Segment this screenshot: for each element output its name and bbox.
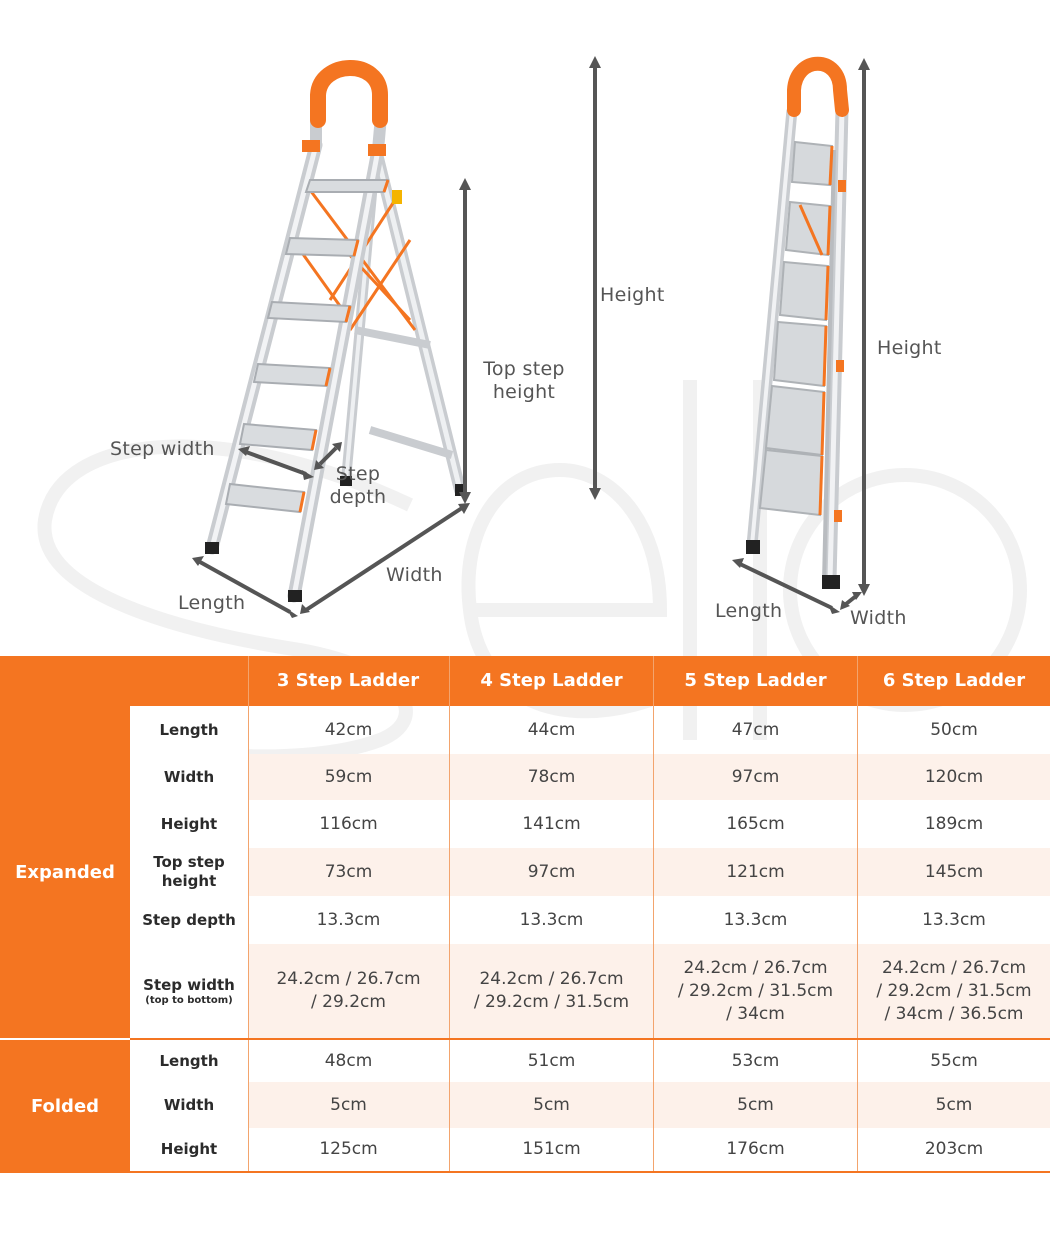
group-expanded-label: Expanded	[15, 861, 115, 883]
table-cell: 189cm	[924, 813, 984, 834]
table-cell: 5cm	[330, 1094, 367, 1115]
table-cell: 13.3cm	[316, 909, 381, 930]
table-cell: 203cm	[924, 1139, 984, 1159]
column-divider	[653, 656, 654, 1173]
column-header: 6 Step Ladder	[882, 670, 1026, 691]
row-sublabel: (top to bottom)	[145, 994, 233, 1006]
column-divider	[248, 656, 249, 1173]
table-cell: 5cm	[935, 1094, 973, 1115]
group-folded-label: Folded	[30, 1096, 100, 1117]
label-folded-length: Length	[715, 600, 783, 622]
table-bottom-border	[0, 1171, 1050, 1173]
label-folded-width: Width	[850, 607, 907, 629]
table-cell: 13.3cm	[922, 909, 986, 930]
row-label-length: Length	[130, 706, 248, 754]
table-cell: 5cm	[533, 1094, 570, 1115]
table-cell: 59cm	[324, 766, 373, 787]
table-cell: 24.2cm / 26.7cm / 29.2cm / 31.5cm / 34cm / 36.5cm	[876, 957, 1032, 1024]
table-cell: 42cm	[324, 719, 373, 740]
table-cell: 53cm	[731, 1050, 780, 1071]
column-divider	[449, 656, 450, 1173]
table-cell: 116cm	[319, 813, 378, 834]
table-cell: 13.3cm	[723, 909, 788, 930]
column-header: 4 Step Ladder	[480, 670, 623, 691]
row-label-folded-height: Height	[130, 1128, 248, 1171]
table-cell: 24.2cm / 26.7cm / 29.2cm / 31.5cm	[473, 969, 630, 1012]
table-cell: 176cm	[726, 1139, 785, 1159]
column-header: 5 Step Ladder	[684, 670, 827, 691]
label-open-width: Width	[386, 564, 443, 586]
spec-table	[0, 656, 1050, 1173]
row-label-width: Width	[130, 754, 248, 800]
table-cell: 145cm	[924, 861, 984, 882]
table-cell: 97cm	[731, 766, 780, 787]
table-cell: 24.2cm / 26.7cm / 29.2cm	[276, 969, 421, 1012]
row-label-step-depth: Step depth	[130, 896, 248, 944]
table-cell: 165cm	[726, 813, 785, 834]
table-cell: 44cm	[527, 719, 576, 740]
table-cell: 55cm	[930, 1050, 978, 1071]
label-top-step-height: Top step height	[483, 358, 565, 403]
row-label-height: Height	[130, 800, 248, 848]
table-cell: 50cm	[930, 719, 978, 740]
table-cell: 120cm	[924, 766, 984, 787]
label-folded-height: Height	[877, 337, 942, 359]
group-expanded	[0, 706, 130, 1038]
row-label-top-step-height: Top step height	[130, 848, 248, 896]
table-cell: 121cm	[726, 861, 785, 882]
group-divider	[0, 1038, 130, 1040]
row-label-step-width: Step width (top to bottom)	[130, 944, 248, 1038]
group-folded	[0, 1040, 130, 1173]
row-label-folded-width: Width	[130, 1082, 248, 1128]
table-cell: 141cm	[522, 813, 581, 834]
label-step-depth: Step depth	[329, 463, 387, 508]
column-divider	[857, 656, 858, 1173]
table-cell: 13.3cm	[519, 909, 584, 930]
table-cell: 51cm	[527, 1050, 576, 1071]
table-cell: 151cm	[522, 1139, 581, 1159]
table-cell: 5cm	[737, 1094, 774, 1115]
column-header: 3 Step Ladder	[276, 670, 420, 691]
table-cell: 78cm	[527, 766, 576, 787]
label-step-width: Step width	[110, 438, 215, 460]
table-cell: 125cm	[319, 1139, 378, 1159]
table-cell: 97cm	[527, 861, 576, 882]
table-cell: 24.2cm / 26.7cm / 29.2cm / 31.5cm / 34cm	[677, 957, 834, 1024]
label-open-height: Height	[600, 284, 665, 306]
label-open-length: Length	[178, 592, 246, 614]
table-cell: 47cm	[731, 719, 780, 740]
group-separator	[130, 1038, 1050, 1040]
table-cell: 73cm	[324, 861, 373, 882]
table-cell: 48cm	[324, 1050, 373, 1071]
row-label-folded-length: Length	[130, 1040, 248, 1082]
